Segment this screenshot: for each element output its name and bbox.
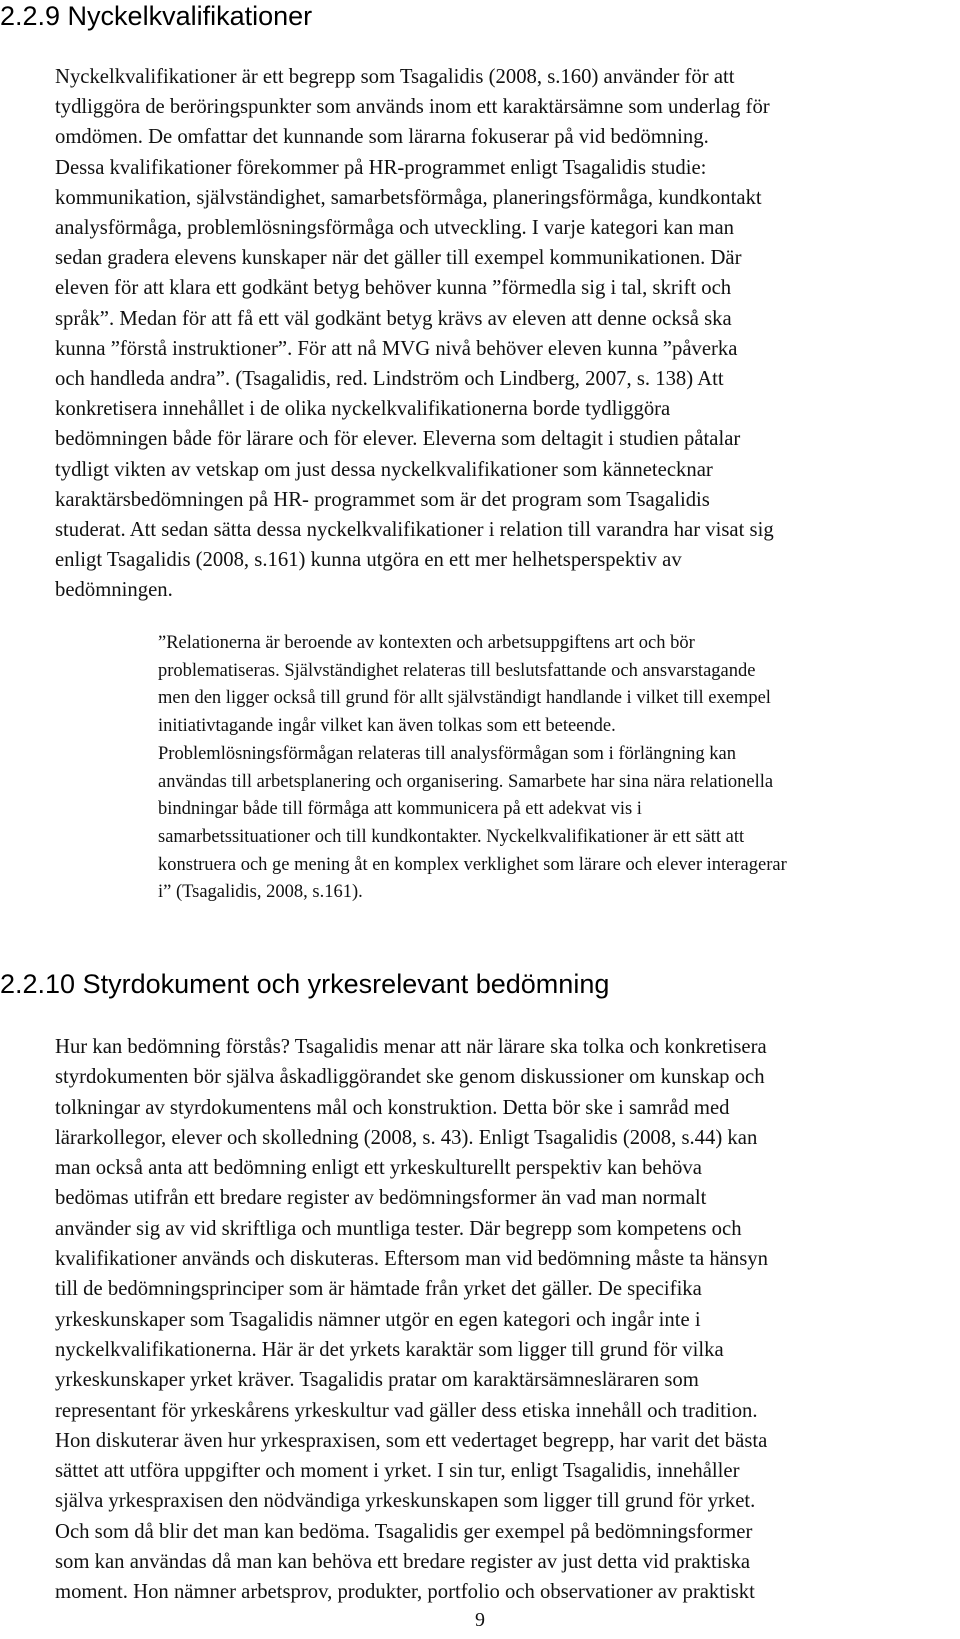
paragraph-line: som kan användas då man kan behöva ett bredare register av just detta vid praktiska: [55, 1551, 751, 1574]
paragraph-line: representant för yrkeskårens yrkeskultur vad gäller dess etiska innehåll och tradition.: [55, 1399, 758, 1422]
paragraph-line: moment. Hon nämner arbetsprov, produkter, portfolio och observationer av praktiskt: [55, 1581, 755, 1604]
paragraph-line: yrkeskunskaper yrket kräver. Tsagalidis pratar om karaktärsämnesläraren som: [55, 1369, 699, 1392]
quote-line: men den ligger också till grund för allt självständigt handlande i vilket till exempel: [158, 688, 771, 709]
paragraph-line: Hon diskuterar även hur yrkespraxisen, som ett vedertaget begrepp, har varit det bästa: [55, 1429, 768, 1452]
quote-line: ”Relationerna är beroende av kontexten och arbetsuppgiftens art och bör: [158, 633, 695, 653]
block-quote-tsagalidis: [158, 630, 950, 907]
quote-line: bindningar både till förmåga att kommunicera på ett adekvat vis i: [158, 799, 642, 820]
paragraph-line: konkretisera innehållet i de olika nyckelkvalifikationerna borde tydliggöra: [55, 398, 671, 421]
quote-line: problematiseras. Självständighet relateras till beslutsfattande och ansvarstagande: [158, 660, 756, 681]
paragraph-line: karaktärsbedömningen på HR- programmet som är det program som Tsagalidis: [55, 488, 710, 511]
paragraph-line: analysförmåga, problemlösningsförmåga och utveckling. I varje kategori kan man: [55, 217, 735, 240]
paragraph-line: bedömningen.: [55, 579, 173, 602]
quote-line: användas till arbetsplanering och organisering. Samarbete har sina nära relationella: [158, 771, 774, 792]
paragraph-line: tydligt vikten av vetskap om just dessa nyckelkvalifikationer som kännetecknar: [55, 458, 713, 481]
paragraph-line: man också anta att bedömning enligt ett yrkeskulturellt perspektiv kan behöva: [55, 1157, 702, 1180]
paragraph-line: använder sig av vid skriftliga och muntliga tester. Där begrepp som kompetens och: [55, 1217, 742, 1240]
paragraph-line: kunna ”förstå instruktioner”. För att nå MVG nivå behöver eleven kunna ”påverka: [55, 337, 738, 360]
paragraph-line: yrkeskunskaper som Tsagalidis nämner utgör en egen kategori och ingår inte i: [55, 1308, 701, 1331]
paragraph-line: kvalifikationer används och diskuteras. Eftersom man vid bedömning måste ta hänsyn: [55, 1248, 768, 1271]
paragraph-line: enligt Tsagalidis (2008, s.161) kunna utgöra en ett mer helhetsperspektiv av: [55, 549, 682, 572]
paragraph-line: och handleda andra”. (Tsagalidis, red. Lindström och Lindberg, 2007, s. 138) Att: [55, 368, 724, 391]
paragraph-line: till de bedömningsprinciper som är hämtade från yrket det gäller. De specifika: [55, 1278, 702, 1301]
paragraph-line: tydliggöra de beröringspunkter som används inom ett karaktärsämne som underlag för: [55, 96, 770, 119]
quote-line: Problemlösningsförmågan relateras till analysförmågan som i förlängning kan: [158, 743, 736, 764]
paragraph-line: språk”. Medan för att få ett väl godkänt betyg krävs av eleven att denne också ska: [55, 307, 732, 330]
quote-line: i” (Tsagalidis, 2008, s.161).: [158, 882, 363, 903]
paragraph-line: eleven för att klara ett godkänt betyg behöver kunna ”förmedla sig i tal, skrift och: [55, 277, 732, 300]
paragraph-nyckelkvalifikationer: [55, 62, 955, 606]
paragraph-line: sättet att utföra uppgifter och moment i yrket. I sin tur, enligt Tsagalidis, innehåller: [55, 1460, 740, 1483]
paragraph-line: nyckelkvalifikationerna. Här är det yrkets karaktär som ligger till grund för vilka: [55, 1338, 724, 1361]
paragraph-line: omdömen. De omfattar det kunnande som lärarna fokuserar på vid bedömning.: [55, 126, 709, 149]
paragraph-line: Dessa kvalifikationer förekommer på HR-programmet enligt Tsagalidis studie:: [55, 156, 707, 179]
page-number: 9: [475, 1609, 485, 1631]
quote-line: initiativtagande ingår vilket kan även tolkas som ett beteende.: [158, 716, 616, 737]
paragraph-line: tolkningar av styrdokumentens mål och konstruktion. Detta bör ske i samråd med: [55, 1096, 730, 1119]
paragraph-line: själva yrkespraxisen den nödvändiga yrkeskunskapen som ligger till grund för yrket.: [55, 1490, 756, 1513]
quote-line: konstruera och ge mening åt en komplex verklighet som lärare och elever interagerar: [158, 854, 787, 875]
paragraph-line: bedömningen både för lärare och för elever. Eleverna som deltagit i studien påtalar: [55, 428, 741, 451]
paragraph-line: bedömas utifrån ett bredare register av bedömningsformer än vad man normalt: [55, 1187, 707, 1210]
paragraph-line: studerat. Att sedan sätta dessa nyckelkvalifikationer i relation till varandra har visat sig: [55, 519, 774, 542]
paragraph-line: Nyckelkvalifikationer är ett begrepp som Tsagalidis (2008, s.160) använder för att: [55, 66, 735, 88]
paragraph-line: lärarkollegor, elever och skolledning (2008, s. 43). Enligt Tsagalidis (2008, s.44) kan: [55, 1126, 758, 1149]
section-heading-nyckelkvalifikationer: 2.2.9 Nyckelkvalifikationer: [0, 1, 313, 31]
paragraph-line: Hur kan bedömning förstås? Tsagalidis menar att när lärare ska tolka och konkretisera: [55, 1036, 767, 1058]
section-heading-styrdokument: 2.2.10 Styrdokument och yrkesrelevant bedömning: [0, 969, 610, 999]
paragraph-styrdokument: [55, 1032, 955, 1608]
paragraph-line: styrdokumenten bör själva åskadliggörandet ske genom diskussioner om kunskap och: [55, 1066, 765, 1089]
paragraph-line: kommunikation, självständighet, samarbetsförmåga, planeringsförmåga, kundkontakt: [55, 186, 762, 209]
paragraph-line: sedan gradera elevens kunskaper när det gäller till exempel kommunikationen. Där: [55, 247, 742, 270]
quote-line: samarbetssituationer och till kundkontakter. Nyckelkvalifikationer är ett sätt att: [158, 826, 745, 847]
paragraph-line: Och som då blir det man kan bedöma. Tsagalidis ger exempel på bedömningsformer: [55, 1520, 753, 1543]
